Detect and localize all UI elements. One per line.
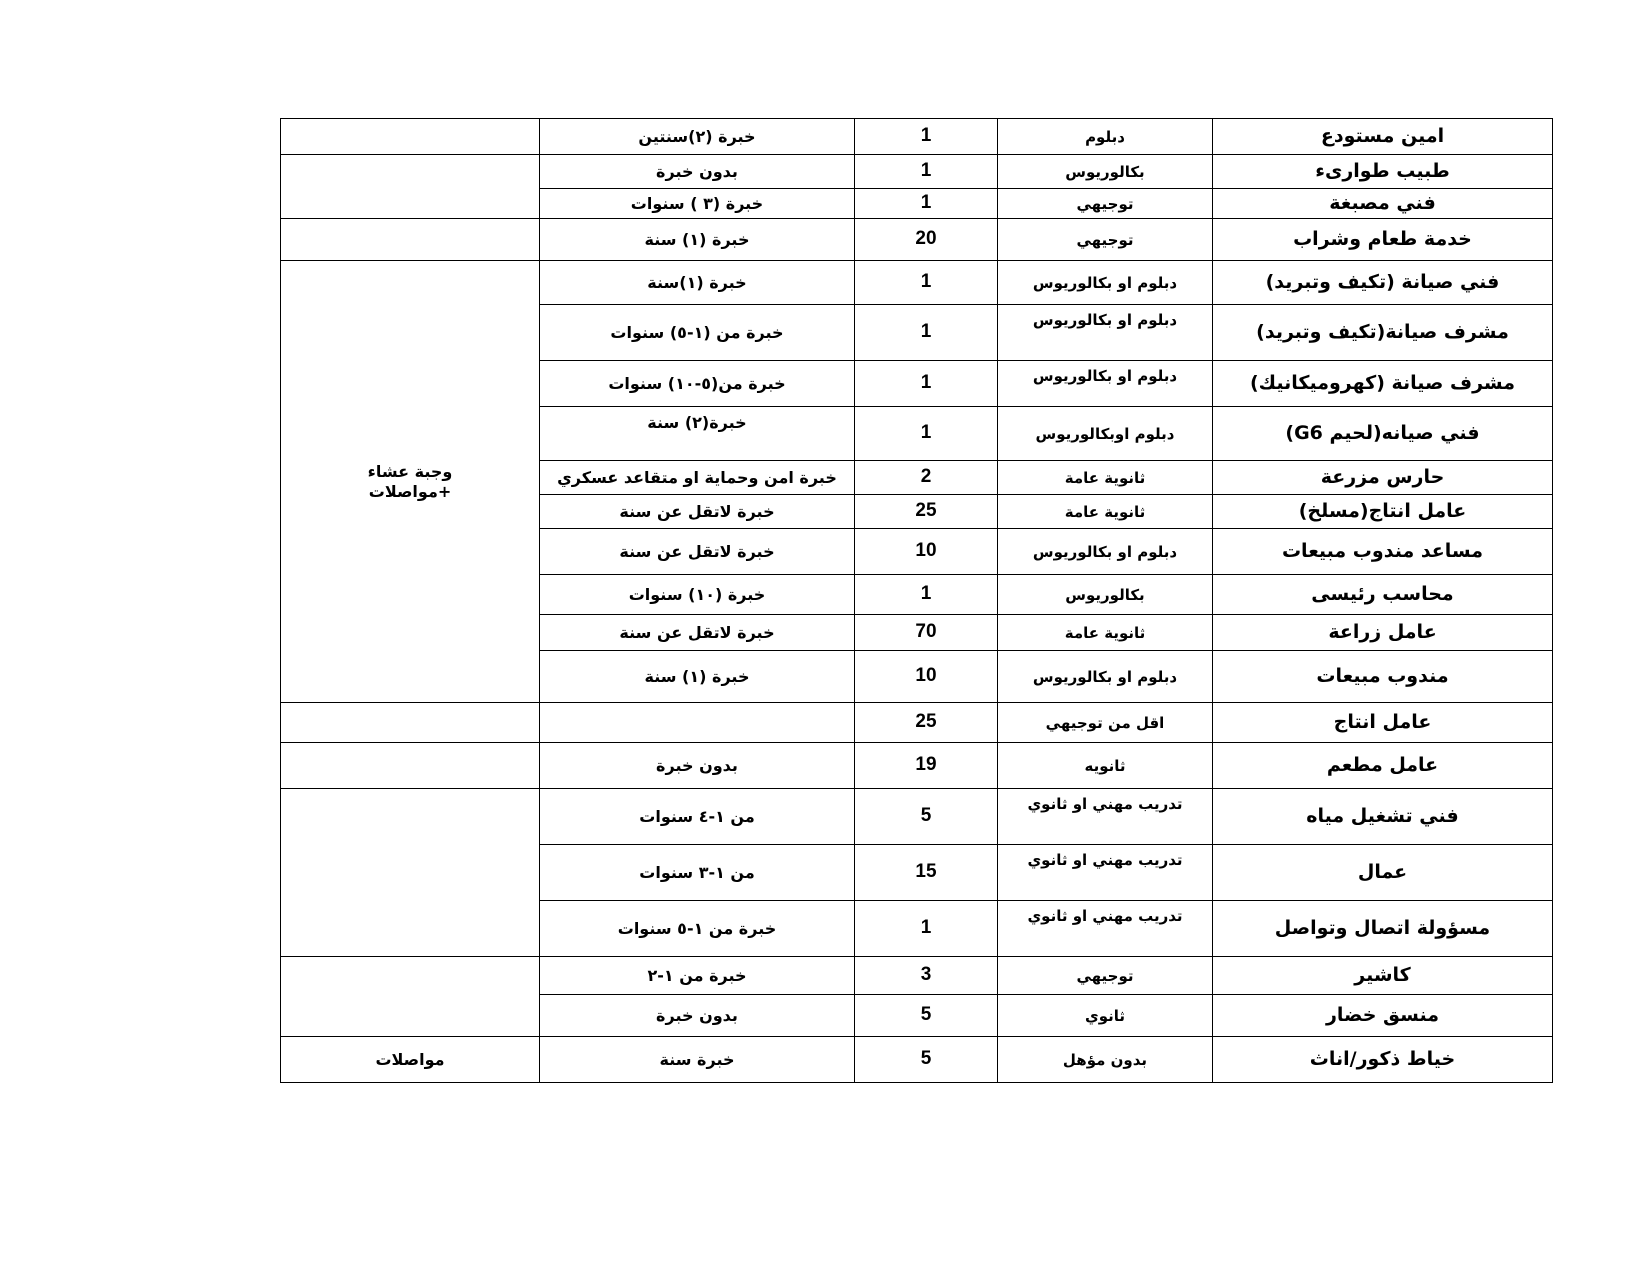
count-cell: 2 (855, 461, 998, 495)
count-cell: 25 (855, 495, 998, 529)
table-row (281, 1037, 1553, 1083)
experience-cell: خبرة من(٥-١٠) سنوات (540, 361, 855, 407)
experience-cell (540, 703, 855, 743)
qualification-cell: دبلوم او بكالوريوس (998, 305, 1213, 361)
qualification-cell: ثانوية عامة (998, 461, 1213, 495)
table-row (281, 789, 1553, 845)
job-title-cell: مندوب مبيعات (1213, 651, 1553, 703)
job-title-cell: فني تشغيل مياه (1213, 789, 1553, 845)
experience-cell: من ١-٣ سنوات (540, 845, 855, 901)
table-row (281, 119, 1553, 155)
experience-cell: خبرة من ١-٢ (540, 957, 855, 995)
job-title-cell: خياط ذكور/اناث (1213, 1037, 1553, 1083)
count-cell: 5 (855, 1037, 998, 1083)
count-cell: 1 (855, 361, 998, 407)
qualification-cell: ثانوية عامة (998, 615, 1213, 651)
benefits-cell (281, 261, 540, 703)
job-title-cell: عامل مطعم (1213, 743, 1553, 789)
experience-cell: خبرة (٣ ) سنوات (540, 189, 855, 219)
table-row (281, 219, 1553, 261)
count-cell: 1 (855, 155, 998, 189)
jobs-table (280, 118, 1553, 1083)
benefit-line: وجبة عشاء (367, 462, 453, 482)
qualification-cell: دبلوم (998, 119, 1213, 155)
experience-cell: خبرة لاتقل عن سنة (540, 529, 855, 575)
job-title-cell: عامل انتاج(مسلخ) (1213, 495, 1553, 529)
qualification-cell: بكالوريوس (998, 575, 1213, 615)
count-cell: 25 (855, 703, 998, 743)
count-cell: 1 (855, 305, 998, 361)
job-title-cell: مشرف صيانة(تكيف وتبريد) (1213, 305, 1553, 361)
experience-cell: خبرة(٢) سنة (540, 407, 855, 461)
experience-cell: خبرة من ١-٥ سنوات (540, 901, 855, 957)
count-cell: 1 (855, 901, 998, 957)
qualification-cell: بكالوريوس (998, 155, 1213, 189)
qualification-cell: تدريب مهني او ثانوي (998, 901, 1213, 957)
table-row (281, 703, 1553, 743)
job-title-cell: حارس مزرعة (1213, 461, 1553, 495)
count-cell: 1 (855, 189, 998, 219)
job-title-cell: مسؤولة اتصال وتواصل (1213, 901, 1553, 957)
qualification-cell: توجيهي (998, 189, 1213, 219)
job-title-cell: محاسب رئيسى (1213, 575, 1553, 615)
benefits-cell (281, 219, 540, 261)
qualification-cell: تدريب مهني او ثانوي (998, 845, 1213, 901)
job-title-cell: مشرف صيانة (كهروميكانيك) (1213, 361, 1553, 407)
benefits-cell (281, 155, 540, 219)
experience-cell: خبرة من (١-٥) سنوات (540, 305, 855, 361)
job-title-cell: مساعد مندوب مبيعات (1213, 529, 1553, 575)
count-cell: 1 (855, 119, 998, 155)
experience-cell: خبرة (٢)سنتين (540, 119, 855, 155)
experience-cell: خبرة امن وحماية او متقاعد عسكري (540, 461, 855, 495)
qualification-cell: ثانوي (998, 995, 1213, 1037)
experience-cell: خبرة (١) سنة (540, 651, 855, 703)
count-cell: 1 (855, 575, 998, 615)
benefits-cell (281, 957, 540, 1037)
count-cell: 1 (855, 261, 998, 305)
count-cell: 70 (855, 615, 998, 651)
experience-cell: خبرة لاتقل عن سنة (540, 495, 855, 529)
experience-cell: من ١-٤ سنوات (540, 789, 855, 845)
qualification-cell: توجيهي (998, 219, 1213, 261)
qualification-cell: دبلوم او بكالوريوس (998, 361, 1213, 407)
job-title-cell: عامل زراعة (1213, 615, 1553, 651)
benefits-cell (281, 789, 540, 957)
experience-cell: خبرة (١) سنة (540, 219, 855, 261)
job-title-cell: كاشير (1213, 957, 1553, 995)
benefits-cell (281, 743, 540, 789)
job-title-cell: خدمة طعام وشراب (1213, 219, 1553, 261)
count-cell: 20 (855, 219, 998, 261)
qualification-cell: تدريب مهني او ثانوي (998, 789, 1213, 845)
job-title-cell: عمال (1213, 845, 1553, 901)
job-title-cell: فني مصبغة (1213, 189, 1553, 219)
experience-cell: بدون خبرة (540, 995, 855, 1037)
experience-cell: خبرة لاتقل عن سنة (540, 615, 855, 651)
count-cell: 5 (855, 789, 998, 845)
experience-cell: خبرة (١)سنة (540, 261, 855, 305)
job-title-cell: امين مستودع (1213, 119, 1553, 155)
qualification-cell: اقل من توجيهي (998, 703, 1213, 743)
job-title-cell: فني صيانه(لحيم G6) (1213, 407, 1553, 461)
count-cell: 1 (855, 407, 998, 461)
job-title-cell: فني صيانة (تكيف وتبريد) (1213, 261, 1553, 305)
count-cell: 15 (855, 845, 998, 901)
table-row (281, 261, 1553, 305)
benefit-line: +مواصلات (368, 481, 452, 501)
qualification-cell: دبلوم او بكالوريوس (998, 651, 1213, 703)
benefits-cell (281, 703, 540, 743)
experience-cell: بدون خبرة (540, 155, 855, 189)
job-title-cell: منسق خضار (1213, 995, 1553, 1037)
job-title-cell: عامل انتاج (1213, 703, 1553, 743)
qualification-cell: دبلوم او بكالوريوس (998, 261, 1213, 305)
count-cell: 3 (855, 957, 998, 995)
count-cell: 5 (855, 995, 998, 1037)
count-cell: 19 (855, 743, 998, 789)
benefits-cell: مواصلات (281, 1037, 540, 1083)
qualification-cell: ثانويه (998, 743, 1213, 789)
experience-cell: بدون خبرة (540, 743, 855, 789)
table-row (281, 957, 1553, 995)
benefits-cell (281, 119, 540, 155)
job-title-cell: طبيب طوارىء (1213, 155, 1553, 189)
count-cell: 10 (855, 651, 998, 703)
table-row (281, 155, 1553, 189)
qualification-cell: توجيهي (998, 957, 1213, 995)
qualification-cell: دبلوم او بكالوريوس (998, 529, 1213, 575)
qualification-cell: ثانوية عامة (998, 495, 1213, 529)
qualification-cell: بدون مؤهل (998, 1037, 1213, 1083)
count-cell: 10 (855, 529, 998, 575)
table-row (281, 743, 1553, 789)
experience-cell: خبرة سنة (540, 1037, 855, 1083)
qualification-cell: دبلوم اوبكالوريوس (998, 407, 1213, 461)
experience-cell: خبرة (١٠) سنوات (540, 575, 855, 615)
